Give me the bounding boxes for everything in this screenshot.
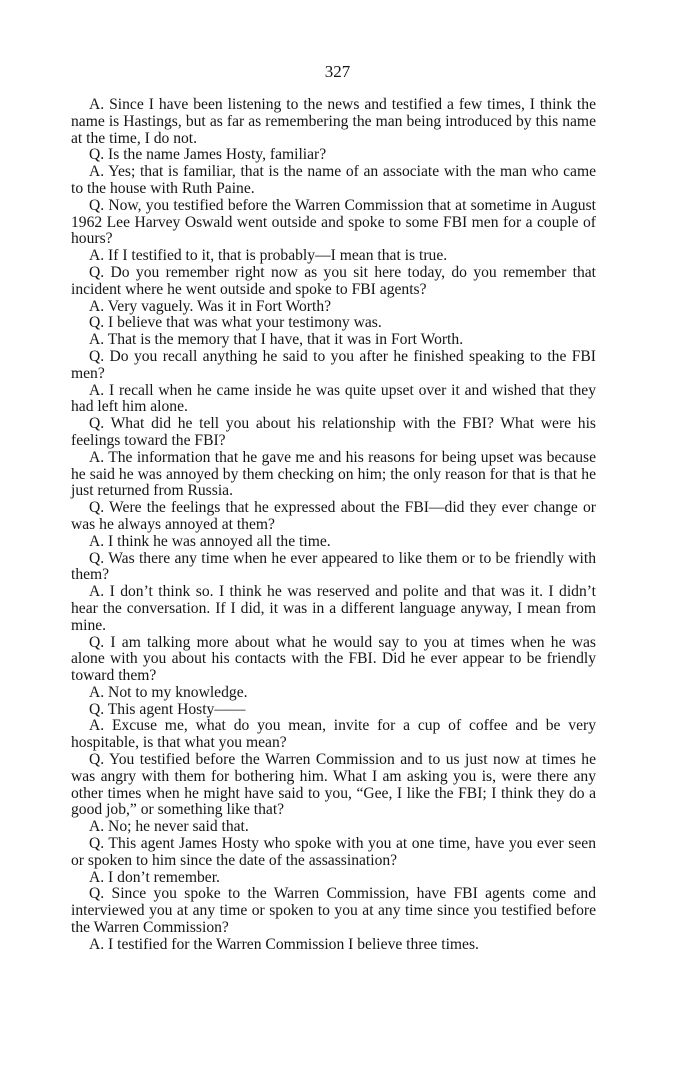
testimony-paragraph: Q. I believe that was what your testimony was.: [89, 314, 382, 332]
testimony-paragraph: A. I think he was annoyed all the time.: [89, 532, 331, 550]
testimony-paragraph: A. Not to my knowledge.: [89, 683, 248, 701]
testimony-paragraph: Q. What did he tell you about his relationship with the FBI? What were his feelings toward the FBI?: [71, 415, 596, 449]
testimony-paragraph: Q. You testified before the Warren Commission and to us just now at times he was angry with them for bothering him. What I am asking you is, were there any other times when he might have said to you, “Gee, I like the FBI; I think they do a good job,” or something like that?: [71, 751, 596, 819]
testimony-paragraph: Q. Do you remember right now as you sit here today, do you remember that incident where he went outside and spoke to FBI agents?: [71, 263, 596, 298]
testimony-paragraph: A. I don’t remember.: [89, 868, 220, 886]
testimony-paragraph: Q. This agent James Hosty who spoke with you at one time, have you ever seen or spoken to him since the date of the assassination?: [71, 835, 596, 869]
testimony-paragraph: Q. Now, you testified before the Warren Commission that at sometime in August 1962 Lee Harvey Oswald went outside and spoke to some FBI men for a couple of hours?: [71, 196, 596, 248]
testimony-paragraph: A. I recall when he came inside he was quite upset over it and wished that they had left him alone.: [71, 381, 596, 416]
testimony-paragraph: Q. Since you spoke to the Warren Commission, have FBI agents come and interviewed you at any time or spoken to you at any time since you testified before the Warren Commission?: [71, 885, 596, 937]
testimony-paragraph: Q. I am talking more about what he would say to you at times when he was alone with you about his contacts with the FBI. Did he ever appear to be friendly toward them?: [71, 633, 596, 685]
testimony-paragraph: A. Excuse me, what do you mean, invite for a cup of coffee and be very hospitable, is that what you mean?: [71, 717, 596, 752]
testimony-paragraph: Q. This agent Hosty——: [89, 700, 246, 718]
testimony-paragraph: A. If I testified to it, that is probably—I mean that is true.: [89, 247, 448, 265]
testimony-paragraph: A. No; he never said that.: [89, 818, 249, 836]
testimony-paragraph: A. I testified for the Warren Commission I believe three times.: [89, 935, 479, 953]
testimony-paragraph: Q. Is the name James Hosty, familiar?: [89, 146, 327, 164]
testimony-paragraph: A. Yes; that is familiar, that is the name of an associate with the man who came to the house with Ruth Paine.: [71, 163, 596, 197]
testimony-paragraph: A. I don’t think so. I think he was reserved and polite and that was it. I didn’t hear the conversation. If I did, it was in a different language anyway, I mean from mine.: [71, 583, 596, 634]
testimony-paragraph: Q. Do you recall anything he said to you after he finished speaking to the FBI men?: [71, 347, 596, 382]
testimony-paragraph: A. The information that he gave me and his reasons for being upset was because he said he was annoyed by them checking on him; the only reason for that is that he just returned from Russia.: [71, 448, 596, 500]
testimony-body: [71, 97, 596, 954]
page-number: 327: [324, 62, 351, 81]
testimony-paragraph: A. Very vaguely. Was it in Fort Worth?: [89, 297, 332, 315]
testimony-paragraph: Q. Were the feelings that he expressed about the FBI—did they ever change or was he always annoyed at them?: [71, 499, 596, 533]
testimony-paragraph: A. That is the memory that I have, that it was in Fort Worth.: [89, 331, 464, 349]
testimony-paragraph: A. Since I have been listening to the news and testified a few times, I think the name is Hastings, but as far as remembering the man being introduced by this name at the time, I do not.: [71, 96, 596, 147]
document-page: [71, 62, 596, 954]
testimony-paragraph: Q. Was there any time when he ever appeared to like them or to be friendly with them?: [71, 549, 596, 584]
